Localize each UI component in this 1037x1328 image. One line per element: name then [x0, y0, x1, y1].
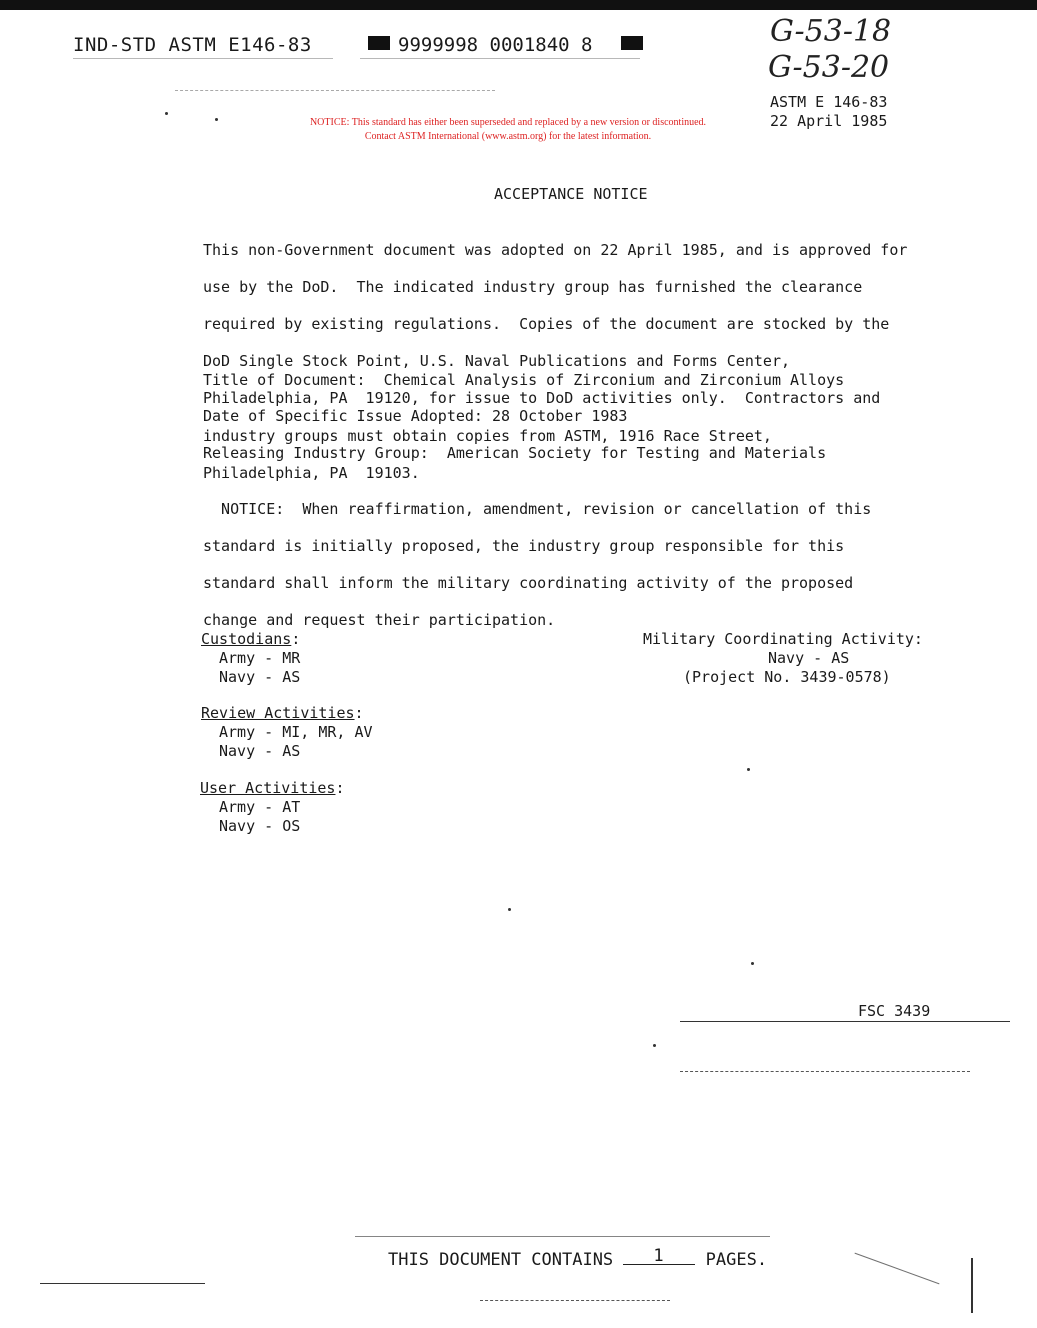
- page-count-blank: [623, 1248, 695, 1265]
- page-count-statement: THIS DOCUMENT CONTAINS 1 PAGES.: [388, 1246, 768, 1270]
- astm-date: 22 April 1985: [770, 112, 888, 130]
- fsc-code: FSC 3439: [858, 1002, 931, 1020]
- paragraph-line: This non-Government document was adopted on 22 April 1985, and is approved for: [203, 240, 908, 259]
- scan-speck: [653, 1044, 656, 1047]
- astm-designation: ASTM E 146-83: [770, 93, 888, 111]
- footer-right-stroke: [855, 1253, 940, 1285]
- custodian-navy: Navy - AS: [219, 668, 301, 686]
- footer-scan-line: [480, 1300, 670, 1301]
- paragraph-line: DoD Single Stock Point, U.S. Naval Publications and Forms Center,: [203, 352, 790, 371]
- project-number: (Project No. 3439-0578): [683, 668, 891, 686]
- margin-mark: [971, 1258, 973, 1313]
- barcode-mark-right: [621, 36, 643, 50]
- paragraph-line: standard shall inform the military coordinating activity of the proposed: [203, 573, 854, 592]
- scan-speck: [508, 908, 511, 911]
- user-activities-heading: User Activities:: [200, 779, 345, 797]
- date-adopted: Date of Specific Issue Adopted: 28 October 1983: [203, 407, 628, 425]
- paragraph-line: required by existing regulations. Copies of the document are stocked by the: [203, 314, 890, 333]
- scan-speck: [165, 112, 168, 115]
- header-underline-2: [360, 58, 640, 59]
- document-code: 9999998 0001840 8: [398, 34, 593, 56]
- scan-artifact-line: [175, 90, 495, 91]
- standard-id: IND-STD ASTM E146-83: [73, 34, 312, 56]
- military-navy: Navy - AS: [768, 649, 850, 667]
- header-underline: [73, 58, 333, 59]
- user-navy: Navy - OS: [219, 817, 301, 835]
- fsc-rule: [680, 1021, 1010, 1022]
- supersede-notice-line2: Contact ASTM International (www.astm.org) for the latest information.: [364, 131, 652, 142]
- footer-left-rule: [40, 1283, 205, 1284]
- paragraph-line: change and request their participation.: [203, 611, 556, 630]
- top-scan-bar: [0, 0, 1037, 10]
- custodians-heading: Custodians:: [201, 630, 301, 648]
- paragraph-line: use by the DoD. The indicated industry group has furnished the clearance: [203, 277, 863, 296]
- scan-speck: [215, 118, 218, 121]
- user-army: Army - AT: [219, 798, 301, 816]
- scan-dash-line: [680, 1071, 970, 1072]
- acceptance-notice-title: ACCEPTANCE NOTICE: [494, 185, 648, 203]
- review-navy: Navy - AS: [219, 742, 301, 760]
- page-count: 1: [653, 1246, 664, 1266]
- notice-paragraph: [203, 481, 871, 648]
- paragraph-line: standard is initially proposed, the industry group responsible for this: [203, 536, 845, 555]
- paragraph-line: Philadelphia, PA 19120, for issue to DoD activities only. Contractors and: [203, 389, 881, 408]
- review-army: Army - MI, MR, AV: [219, 723, 373, 741]
- footer-box-top: [355, 1236, 770, 1237]
- military-coordinating-heading: Military Coordinating Activity:: [643, 630, 923, 648]
- releasing-industry-group: Releasing Industry Group: American Society for Testing and Materials: [203, 444, 827, 462]
- scan-speck: [747, 768, 750, 771]
- title-of-document: Title of Document: Chemical Analysis of Zirconium and Zirconium Alloys: [203, 371, 845, 389]
- paragraph-line: NOTICE: When reaffirmation, amendment, revision or cancellation of this: [203, 499, 872, 518]
- supersede-notice-line1: NOTICE: This standard has either been superseded and replaced by a new version or discontinued.: [309, 117, 707, 128]
- paragraph-line: industry groups must obtain copies from ASTM, 1916 Race Street,: [203, 426, 772, 445]
- barcode-mark-left: [368, 36, 390, 50]
- handwritten-note-2: G-53-20: [768, 50, 890, 85]
- handwritten-note-1: G-53-18: [770, 14, 892, 49]
- review-activities-heading: Review Activities:: [201, 704, 364, 722]
- scan-speck: [751, 962, 754, 965]
- custodian-army: Army - MR: [219, 649, 301, 667]
- paragraph-line: Philadelphia, PA 19103.: [203, 463, 420, 482]
